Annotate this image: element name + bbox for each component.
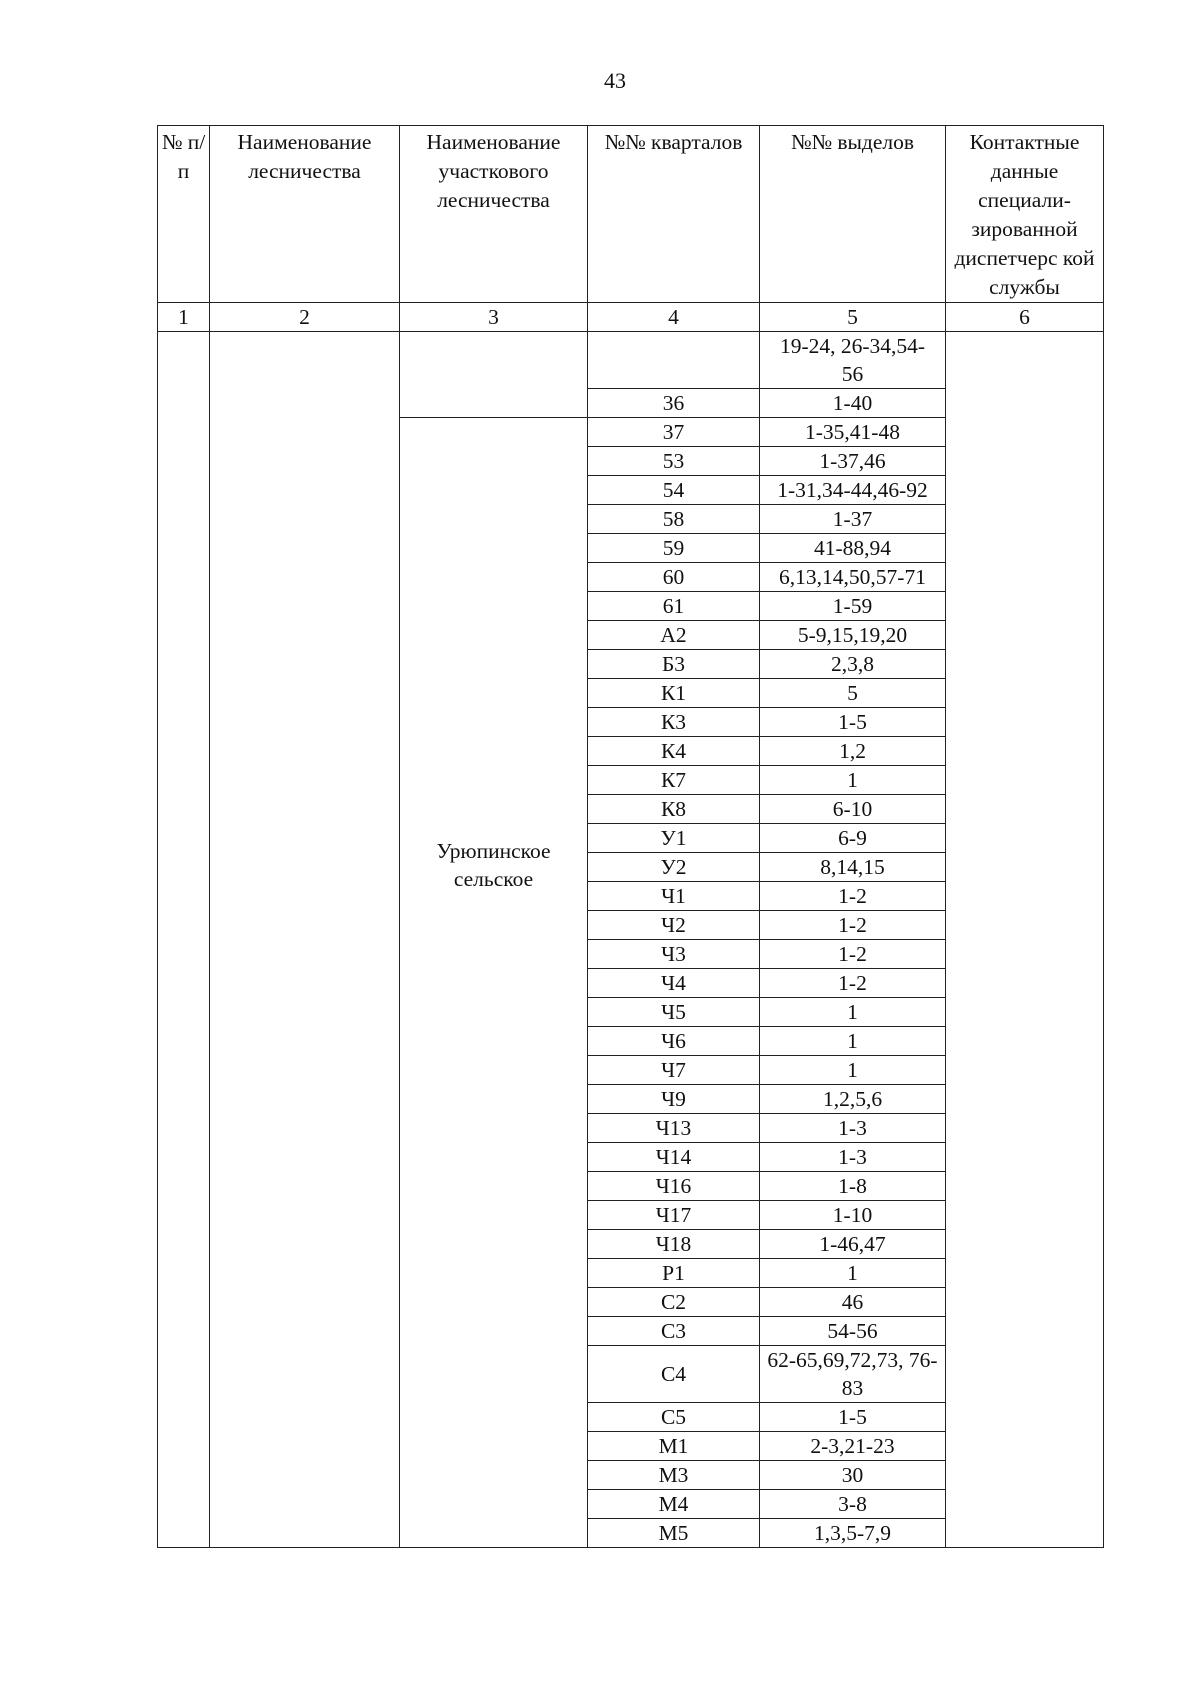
column-numbers-row <box>158 303 1104 332</box>
cell-vydely: 41-88,94 <box>760 534 946 563</box>
cell-vydely: 1 <box>760 998 946 1027</box>
cell-vydely: 1-8 <box>760 1172 946 1201</box>
header-row <box>158 126 1104 303</box>
cell-kvartal: Ч5 <box>588 998 760 1027</box>
column-number: 4 <box>588 303 760 332</box>
cell-kvartal: С5 <box>588 1403 760 1432</box>
cell-kvartal: К7 <box>588 766 760 795</box>
cell-kvartal: М3 <box>588 1461 760 1490</box>
page-number: 43 <box>604 68 626 93</box>
cell-vydely: 1-2 <box>760 882 946 911</box>
cell-vydely: 6-9 <box>760 824 946 853</box>
cell-kvartal: К8 <box>588 795 760 824</box>
cell-vydely: 1-2 <box>760 969 946 998</box>
cell-vydely: 1-46,47 <box>760 1230 946 1259</box>
cell-vydely: 1-2 <box>760 940 946 969</box>
column-number: 5 <box>760 303 946 332</box>
cell-kvartal: Ч7 <box>588 1056 760 1085</box>
cell-kvartal: Ч14 <box>588 1143 760 1172</box>
cell-kvartal: К3 <box>588 708 760 737</box>
cell-kvartal: 60 <box>588 563 760 592</box>
header-vydely: №№ выделов <box>760 126 946 303</box>
cell-vydely: 6,13,14,50,57-71 <box>760 563 946 592</box>
table-row <box>158 332 1104 389</box>
cell-kvartal: Ч9 <box>588 1085 760 1114</box>
cell-vydely: 54-56 <box>760 1317 946 1346</box>
cell-kvartal: М1 <box>588 1432 760 1461</box>
cell-kvartal: М4 <box>588 1490 760 1519</box>
cell-kvartal: А2 <box>588 621 760 650</box>
cell-kvartal: С4 <box>588 1346 760 1403</box>
cell-vydely: 1,2 <box>760 737 946 766</box>
cell-kvartal: 59 <box>588 534 760 563</box>
cell-vydely: 46 <box>760 1288 946 1317</box>
cell-kvartal: У1 <box>588 824 760 853</box>
cell-kvartal: Ч1 <box>588 882 760 911</box>
cell-kvartal: 54 <box>588 476 760 505</box>
cell-kvartal: С3 <box>588 1317 760 1346</box>
cell-kvartal: К1 <box>588 679 760 708</box>
cell-vydely: 1-31,34-44,46-92 <box>760 476 946 505</box>
cell-kvartal: Ч18 <box>588 1230 760 1259</box>
cell-kvartal: Ч6 <box>588 1027 760 1056</box>
cell-vydely: 5-9,15,19,20 <box>760 621 946 650</box>
cell-vydely: 1-3 <box>760 1143 946 1172</box>
cell-kvartal: 37 <box>588 418 760 447</box>
cell-vydely: 1-35,41-48 <box>760 418 946 447</box>
cell-vydely: 30 <box>760 1461 946 1490</box>
cell-kvartal: 36 <box>588 389 760 418</box>
cell-vydely: 1 <box>760 766 946 795</box>
cell-contacts <box>946 332 1104 1548</box>
cell-district <box>400 418 588 1548</box>
cell-kvartal: С2 <box>588 1288 760 1317</box>
cell-vydely: 6-10 <box>760 795 946 824</box>
header-contacts: Контактные данные специали- зированной диспетчерс кой службы <box>946 126 1104 303</box>
cell-vydely: 1-5 <box>760 1403 946 1432</box>
cell-vydely: 1-37,46 <box>760 447 946 476</box>
cell-vydely: 19-24, 26-34,54-56 <box>760 332 946 389</box>
cell-kvartal: Р1 <box>588 1259 760 1288</box>
cell-vydely: 1,2,5,6 <box>760 1085 946 1114</box>
cell-vydely: 1 <box>760 1056 946 1085</box>
district-name: Урюпинское сельское <box>436 838 551 891</box>
cell-kvartal: Ч2 <box>588 911 760 940</box>
cell-forestry <box>210 332 400 1548</box>
cell-vydely: 1 <box>760 1259 946 1288</box>
header-forestry: Наименование лесничества <box>210 126 400 303</box>
cell-vydely: 1 <box>760 1027 946 1056</box>
cell-vydely: 8,14,15 <box>760 853 946 882</box>
cell-vydely: 1-37 <box>760 505 946 534</box>
column-number: 3 <box>400 303 588 332</box>
cell-kvartal: К4 <box>588 737 760 766</box>
cell-vydely: 1-59 <box>760 592 946 621</box>
cell-vydely: 3-8 <box>760 1490 946 1519</box>
cell-district-previous <box>400 332 588 418</box>
cell-kvartal: Ч3 <box>588 940 760 969</box>
cell-kvartal: Ч17 <box>588 1201 760 1230</box>
cell-vydely: 1-10 <box>760 1201 946 1230</box>
cell-vydely: 1-5 <box>760 708 946 737</box>
cell-kvartal: Ч4 <box>588 969 760 998</box>
cell-vydely: 2,3,8 <box>760 650 946 679</box>
cell-kvartal: 58 <box>588 505 760 534</box>
forestry-table <box>157 125 1104 1548</box>
header-district-forestry: Наименование участкового лесничества <box>400 126 588 303</box>
cell-kvartal: Б3 <box>588 650 760 679</box>
cell-kvartal: 61 <box>588 592 760 621</box>
cell-vydely: 1-2 <box>760 911 946 940</box>
cell-kvartal: У2 <box>588 853 760 882</box>
cell-vydely: 1-3 <box>760 1114 946 1143</box>
column-number: 1 <box>158 303 210 332</box>
cell-vydely: 1-40 <box>760 389 946 418</box>
cell-kvartal: Ч13 <box>588 1114 760 1143</box>
cell-kvartal <box>588 332 760 389</box>
cell-number <box>158 332 210 1548</box>
cell-vydely: 62-65,69,72,73, 76-83 <box>760 1346 946 1403</box>
header-number: № п/п <box>158 126 210 303</box>
header-kvartaly: №№ кварталов <box>588 126 760 303</box>
column-number: 2 <box>210 303 400 332</box>
column-number: 6 <box>946 303 1104 332</box>
cell-vydely: 5 <box>760 679 946 708</box>
cell-kvartal: М5 <box>588 1519 760 1548</box>
cell-vydely: 1,3,5-7,9 <box>760 1519 946 1548</box>
cell-kvartal: 53 <box>588 447 760 476</box>
cell-vydely: 2-3,21-23 <box>760 1432 946 1461</box>
cell-kvartal: Ч16 <box>588 1172 760 1201</box>
